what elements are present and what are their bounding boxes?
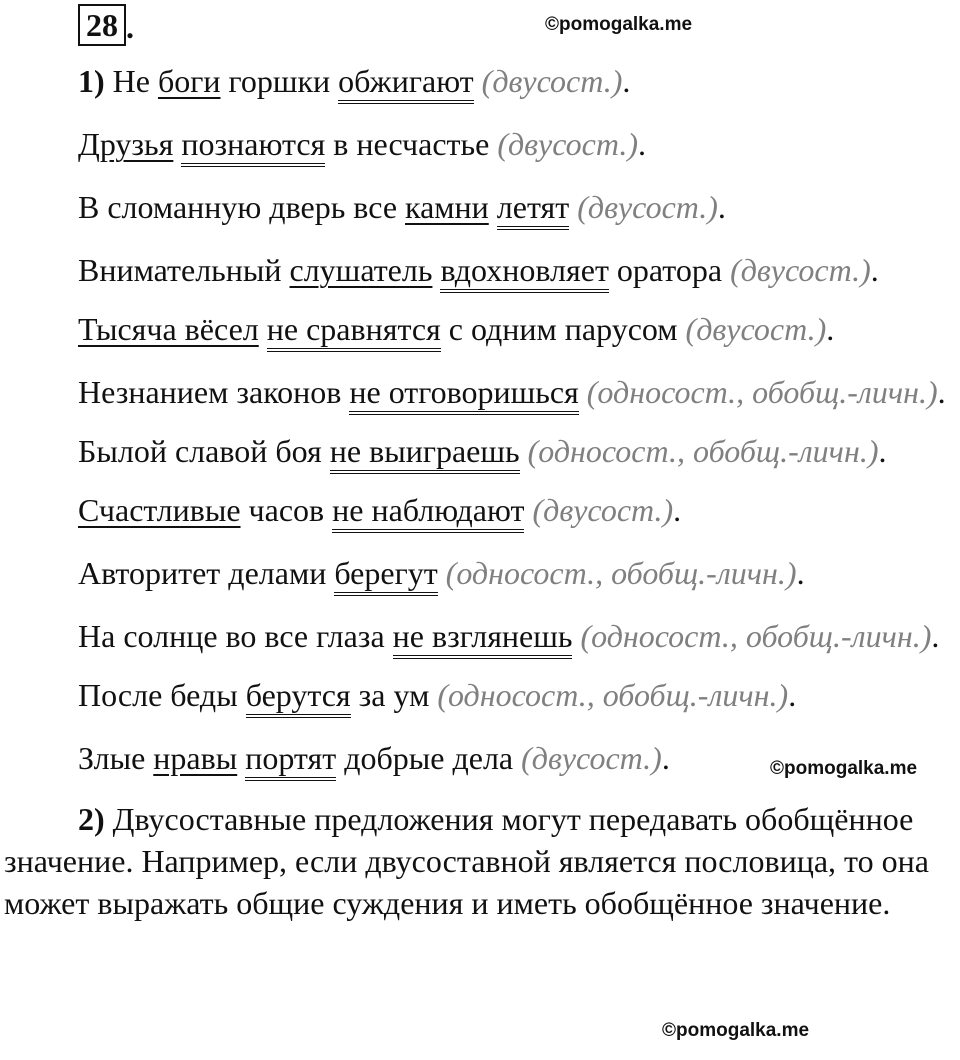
- predicate: не сравнятся: [267, 311, 441, 352]
- subject: боги: [157, 63, 221, 99]
- sentence: Тысяча вёсел не сравнятся с одним парусом (двусост.).: [4, 306, 954, 353]
- sentence: Внимательный слушатель вдохновляет оратора (двусост.).: [4, 247, 954, 294]
- sentence: Незнанием законов не отговоришься (односост., обобщ.-личн.).: [4, 369, 954, 416]
- part2-paragraph: 2) Двусоставные предложения могут передавать обобщённое значение. Например, если двусоставной является пословица, то она может выражать общие суждения и иметь обобщённое значение.: [4, 801, 929, 921]
- sentence-type-note: (односост., обобщ.-личн.): [437, 677, 789, 713]
- sentence-type-note: (двусост.): [481, 63, 623, 99]
- sentence-type-note: (двусост.): [577, 189, 718, 225]
- predicate: обжигают: [338, 63, 474, 104]
- watermark: ©pomogalka.me: [770, 758, 918, 779]
- sentence-type-note: (односост., обобщ.-личн.): [445, 555, 797, 591]
- sentence: Злые нравы портят добрые дела (двусост.).: [4, 735, 954, 782]
- sentence: Былой славой боя не выиграешь (односост., обобщ.-личн.).: [4, 428, 954, 475]
- predicate: летят: [497, 189, 569, 230]
- watermark: ©pomogalka.me: [545, 14, 693, 35]
- sentence-type-note: (двусост.): [532, 492, 674, 528]
- predicate: не выиграешь: [330, 433, 520, 474]
- predicate: берегут: [334, 555, 437, 596]
- part-label: 2): [78, 801, 105, 837]
- task-number: 28 .: [78, 4, 134, 46]
- sentence: 1) Не боги горшки обжигают (двусост.).: [4, 58, 954, 105]
- subject: Друзья: [78, 126, 174, 162]
- task-number-box: 28: [78, 4, 126, 46]
- predicate: не наблюдают: [332, 492, 524, 533]
- sentence-type-note: (двусост.): [685, 311, 827, 347]
- sentence-type-note: (односост., обобщ.-личн.): [580, 618, 932, 654]
- predicate: вдохновляет: [440, 252, 608, 293]
- sentence-type-note: (односост., обобщ.-личн.): [527, 433, 879, 469]
- sentence-type-note: (двусост.): [497, 126, 639, 162]
- subject: Тысяча вёсел: [78, 311, 259, 347]
- sentence: На солнце во все глаза не взглянешь (односост., обобщ.-личн.).: [4, 613, 954, 660]
- subject: слушатель: [289, 252, 433, 288]
- watermark: ©pomogalka.me: [662, 1020, 810, 1041]
- predicate: берутся: [246, 677, 351, 718]
- sentence: Авторитет делами берегут (односост., обобщ.-личн.).: [4, 550, 954, 597]
- sentence: Счастливые часов не наблюдают (двусост.).: [4, 487, 954, 534]
- sentence-type-note: (односост., обобщ.-личн.): [586, 374, 938, 410]
- predicate: не отговоришься: [349, 374, 578, 415]
- sentence-type-note: (двусост.): [730, 252, 871, 288]
- predicate: портят: [245, 740, 336, 781]
- part-label: 1): [78, 63, 105, 99]
- sentence-type-note: (двусост.): [521, 740, 662, 776]
- subject: нравы: [153, 740, 238, 776]
- sentence: В сломанную дверь все камни летят (двусост.).: [4, 184, 954, 231]
- subject: камни: [405, 189, 489, 225]
- sentence: Друзья познаются в несчастье (двусост.).: [4, 121, 954, 168]
- answer-content: [4, 58, 954, 940]
- predicate: не взглянешь: [393, 618, 573, 659]
- sentence: После беды берутся за ум (односост., обобщ.-личн.).: [4, 672, 954, 719]
- predicate: познаются: [181, 126, 325, 167]
- subject: Счастливые: [78, 492, 241, 528]
